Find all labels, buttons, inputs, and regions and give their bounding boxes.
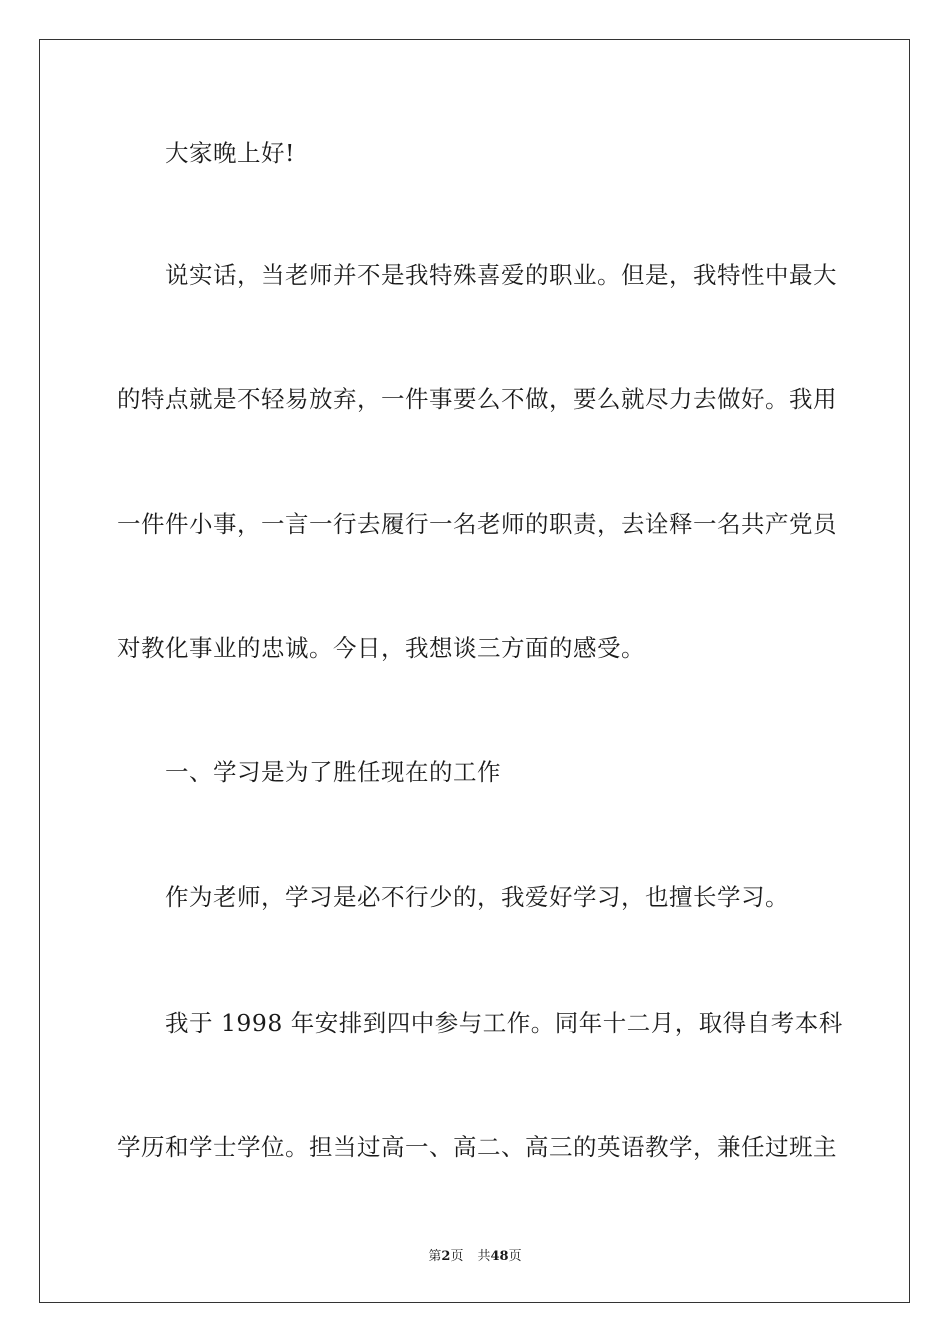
page-frame [39,39,910,1303]
total-pages: 48 [490,1249,509,1264]
page-footer [0,1248,950,1266]
section-heading-1: 一、学习是为了胜任现在的工作 [165,758,501,786]
paragraph-1-line-1: 说实话，当老师并不是我特殊喜爱的职业。但是，我特性中最大 [165,261,837,289]
paragraph-1-line-2: 的特点就是不轻易放弃，一件事要么不做，要么就尽力去做好。我用 [117,385,837,413]
total-prefix: 共 [477,1249,491,1264]
page-prefix: 第 [428,1249,442,1264]
page-number: 2 [441,1249,451,1264]
page-suffix: 页 [450,1249,464,1264]
paragraph-2-line-1: 作为老师，学习是必不行少的，我爱好学习，也擅长学习。 [165,883,789,911]
greeting-line: 大家晚上好! [165,139,295,167]
total-suffix: 页 [508,1249,522,1264]
paragraph-3-line-2: 学历和学士学位。担当过高一、高二、高三的英语教学，兼任过班主 [117,1133,837,1161]
paragraph-1-line-4: 对教化事业的忠诚。今日，我想谈三方面的感受。 [117,634,645,662]
paragraph-1-line-3: 一件件小事，一言一行去履行一名老师的职责，去诠释一名共产党员 [117,510,837,538]
paragraph-3-line-1: 我于 1998 年安排到四中参与工作。同年十二月，取得自考本科 [165,1009,843,1037]
